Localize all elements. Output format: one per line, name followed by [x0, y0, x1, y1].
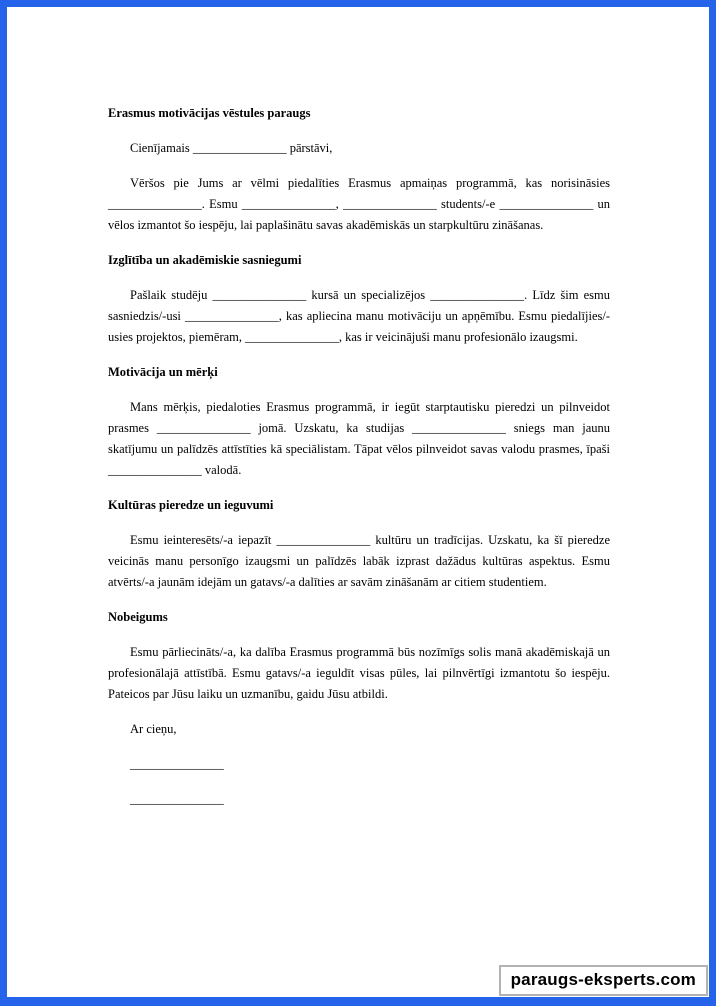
salutation: Cienījamais _______________ pārstāvi, — [130, 141, 333, 155]
section-body-culture: Esmu ieinteresēts/-a iepazīt _______________ kultūru un tradīcijas. Uzskatu, ka šī pieredze veicinās manu personīgo izaugsmi un palīdzēs labāk izprast dažādus kultūras aspektus. Esmu atvērts/-a jaunām idejām un gatavs/-a dalīties ar savām zināšanām ar citiem studentiem. — [108, 533, 610, 589]
section-heading-culture: Kultūras pieredze un ieguvumi — [108, 498, 274, 512]
website-watermark-text: paraugs-eksperts.com — [510, 970, 696, 989]
website-watermark — [499, 965, 708, 996]
letter-content — [108, 103, 610, 824]
closing-salutation: Ar cieņu, — [130, 722, 177, 736]
intro-paragraph: Vēršos pie Jums ar vēlmi piedalīties Erasmus apmaiņas programmā, kas norisināsies _______________. Esmu _______________, _______________ students/-e _______________ un vēlos izmantot šo iespēju, lai paplašinātu savas akadēmiskās un starpkultūru zināšanas. — [108, 176, 610, 232]
signature-line-2: _______________ — [130, 792, 224, 806]
signature-line-1: _______________ — [130, 757, 224, 771]
section-heading-motivation: Motivācija un mērķi — [108, 365, 218, 379]
section-body-education: Pašlaik studēju _______________ kursā un specializējos _______________. Līdz šim esmu sasniedzis/-usi _______________, kas apliecina manu motivāciju un apņēmību. Esmu piedalījies/-usies projektos, piemēram, _______________, kas ir veicinājuši manu profesionālo izaugsmi. — [108, 288, 610, 344]
section-body-motivation: Mans mērķis, piedaloties Erasmus programmā, ir iegūt starptautisku pieredzi un pilnveidot prasmes _______________ jomā. Uzskatu, ka studijas _______________ sniegs man jaunu skatījumu un palīdzēs attīstīties kā speciālistam. Tāpat vēlos pilnveidot savas valodu prasmes, īpaši _______________ valodā. — [108, 400, 610, 477]
section-heading-education: Izglītība un akadēmiskie sasniegumi — [108, 253, 302, 267]
section-body-conclusion: Esmu pārliecināts/-a, ka dalība Erasmus programmā būs nozīmīgs solis manā akadēmiskajā un profesionālajā attīstībā. Esmu gatavs/-a ieguldīt visas pūles, lai pilnvērtīgi izmantotu šo iespēju. Pateicos par Jūsu laiku un uzmanību, gaidu Jūsu atbildi. — [108, 645, 610, 701]
section-heading-conclusion: Nobeigums — [108, 610, 168, 624]
letter-title: Erasmus motivācijas vēstules paraugs — [108, 106, 311, 120]
